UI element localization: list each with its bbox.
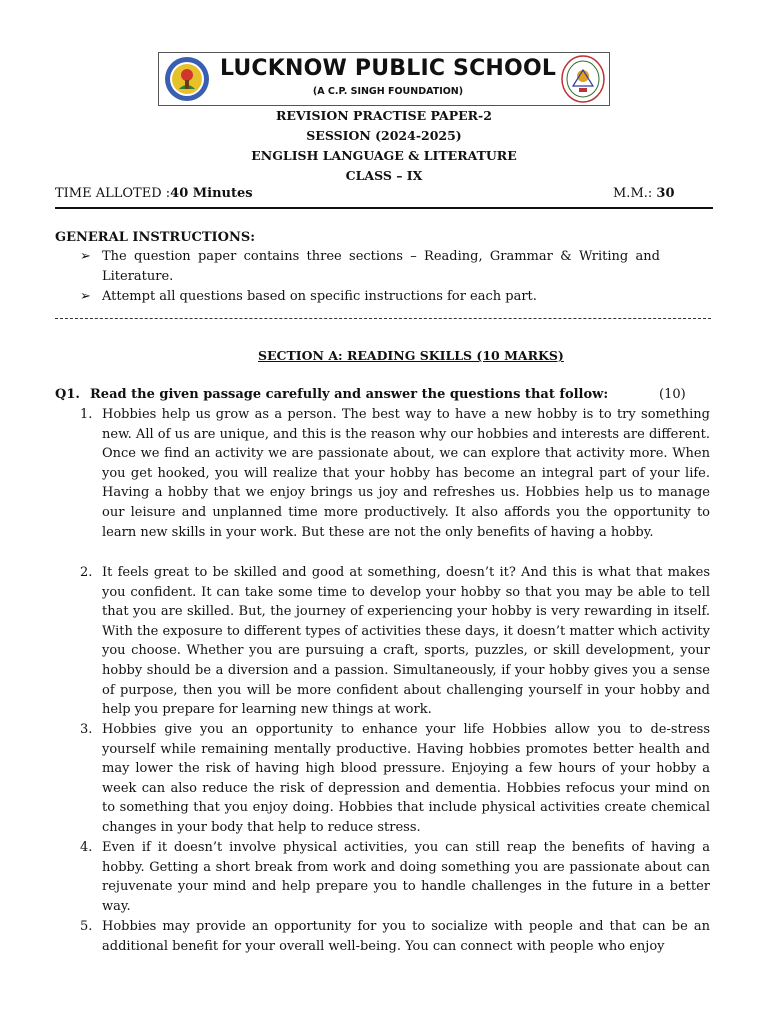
passage-paragraph xyxy=(80,405,710,542)
paragraph-number: 3. xyxy=(80,722,93,737)
paragraph-text: Hobbies may provide an opportunity for you to socialize with people and that can be an additional benefit for your overall well-being. You can connect with people who enjoy xyxy=(102,919,710,954)
paragraph-text: Hobbies give you an opportunity to enhance your life Hobbies allow you to de-stress yourself while remaining mentally productive. Having hobbies promotes better health and may lower the risk of having high blood pressure. Enjoying a few hours of your hobby a week can also reduce the risk of depression and dementia. Hobbies refocus your mind on to something that you enjoy doing. Hobbies that include physical activities create chemical changes in your body that help to reduce stress. xyxy=(102,722,710,835)
question-text: Read the given passage carefully and answer the questions that follow: xyxy=(90,387,609,402)
max-marks xyxy=(613,186,675,201)
section-title: SECTION A: READING SKILLS (10 MARKS) xyxy=(258,348,564,363)
time-value: 40 Minutes xyxy=(170,186,253,201)
foundation-name: (A C.P. SINGH FOUNDATION) xyxy=(312,86,464,97)
paper-title: REVISION PRACTISE PAPER-2 xyxy=(276,108,492,123)
paragraph-text: Even if it doesn’t involve physical activities, you can still reap the benefits of having a hobby. Getting a short break from work and doing something you are passionate about can rejuvenate your mind and help prepare you to handle challenges in the future in a better way. xyxy=(102,840,710,914)
school-banner xyxy=(158,52,610,106)
time-allotted xyxy=(55,186,253,201)
passage-paragraph xyxy=(80,838,710,916)
paragraph-number: 2. xyxy=(80,565,93,580)
paragraph-number: 5. xyxy=(80,919,93,934)
marks-label: M.M.: xyxy=(613,186,653,201)
marks-value: 30 xyxy=(656,186,675,201)
passage-paragraph xyxy=(80,563,710,720)
header-divider xyxy=(55,207,713,209)
foundation-seal-icon xyxy=(560,54,606,104)
instruction-item xyxy=(80,287,660,307)
paper-subject: ENGLISH LANGUAGE & LITERATURE xyxy=(251,148,517,163)
paragraph-text: It feels great to be skilled and good at something, doesn’t it? And this is what that makes you confident. It can take some time to develop your hobby so that you may be able to tell that you are skilled. But, the journey of experiencing your hobby is very rewarding in itself. With the exposure to different types of activities these days, it doesn’t matter which activity you choose. Whether you are pursuing a craft, sports, puzzles, or skill development, your hobby should be a diversion and a passion. Simultaneously, if your hobby gives you a sense of purpose, then you will be more confident about challenging yourself in your hobby and help you prepare for learning new things at work. xyxy=(102,565,710,718)
time-label: TIME ALLOTED : xyxy=(55,186,171,201)
question-marks: (10) xyxy=(659,387,686,402)
instruction-text: The question paper contains three sections – Reading, Grammar & Writing and Literature. xyxy=(102,249,660,284)
instruction-text: Attempt all questions based on specific instructions for each part. xyxy=(102,289,537,304)
dashed-divider xyxy=(55,318,711,319)
instructions-heading: GENERAL INSTRUCTIONS: xyxy=(55,230,256,245)
paragraph-text: Hobbies help us grow as a person. The best way to have a new hobby is to try something new. All of us are unique, and this is the reason why our hobbies and interests are different. Once we find an activity we are passionate about, we can explore that activity more. When you get hooked, you will realize that your hobby has become an integral part of your life. Having a hobby that we enjoy brings us joy and refreshes us. Hobbies help us to manage our leisure and unplanned time more productively. It also affords you the opportunity to learn new skills in your work. But these are not the only benefits of having a hobby. xyxy=(102,407,710,540)
paragraph-number: 4. xyxy=(80,840,93,855)
arrow-bullet-icon: ➢ xyxy=(80,249,91,264)
passage-paragraph xyxy=(80,720,710,838)
paper-class: CLASS – IX xyxy=(345,168,423,183)
question-number: Q1. xyxy=(55,387,80,402)
school-emblem-icon xyxy=(163,55,211,103)
paper-session: SESSION (2024-2025) xyxy=(306,128,462,143)
school-name: LUCKNOW PUBLIC SCHOOL xyxy=(219,56,557,81)
arrow-bullet-icon: ➢ xyxy=(80,289,91,304)
passage-paragraph xyxy=(80,917,710,956)
instruction-item xyxy=(80,247,660,287)
paragraph-number: 1. xyxy=(80,407,93,422)
